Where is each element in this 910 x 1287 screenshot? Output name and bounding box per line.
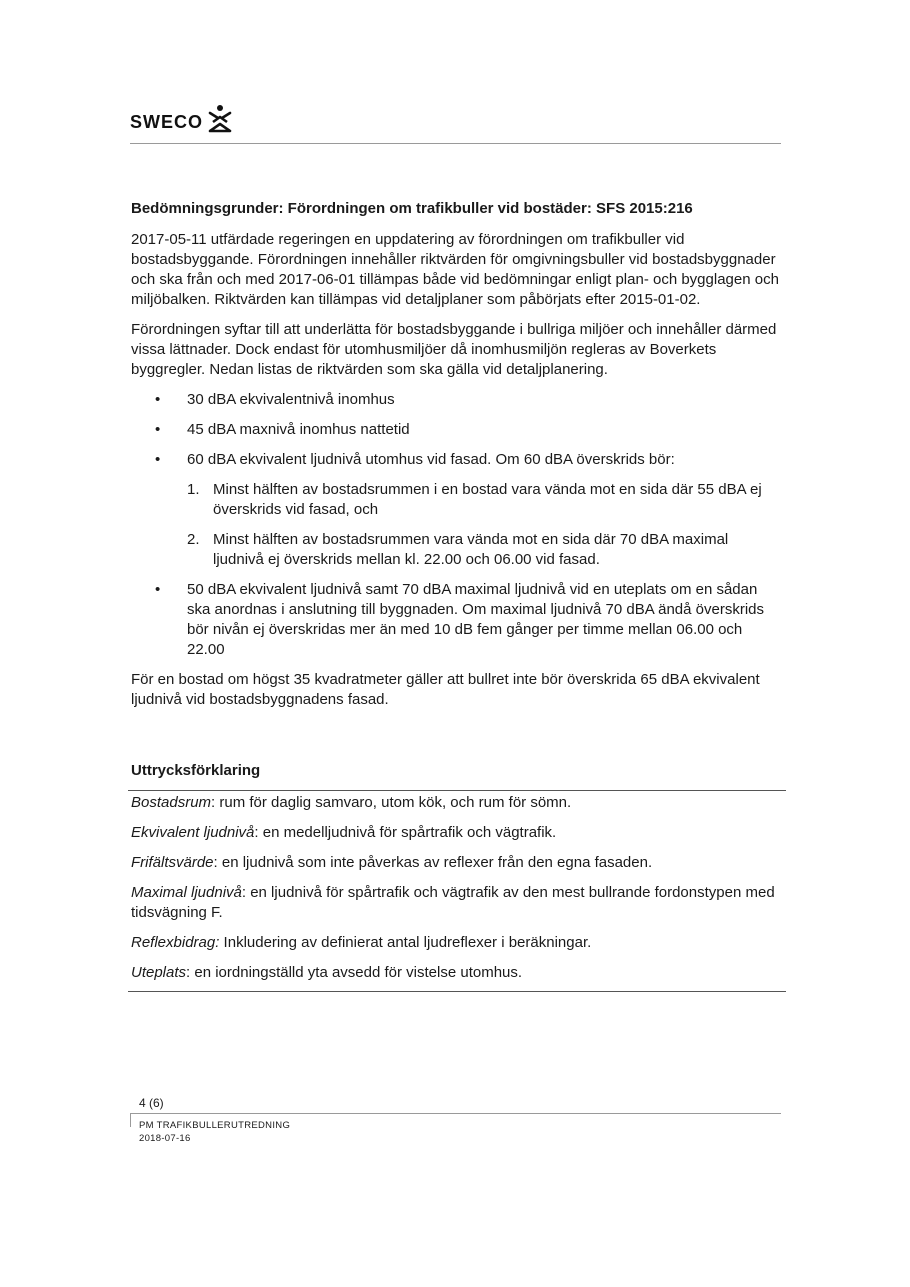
glossary-term: Bostadsrum bbox=[131, 794, 212, 811]
header-divider bbox=[130, 143, 781, 144]
list-item-text: 30 dBA ekvivalentnivå inomhus bbox=[187, 391, 395, 408]
glossary-definition: Inkludering av definierat antal ljudreflexer i beräkningar. bbox=[219, 934, 592, 951]
closing-paragraph: För en bostad om högst 35 kvadratmeter gäller att bullret inte bör överskrida 65 dBA ekvivalent ljudnivå vid bostadsbyggnadens fasad. bbox=[131, 671, 760, 708]
glossary-term: Maximal ljudnivå bbox=[131, 884, 242, 901]
list-item bbox=[131, 390, 783, 410]
glossary-entry bbox=[131, 961, 786, 991]
sub-list-number: 1. bbox=[187, 481, 200, 498]
glossary-table bbox=[128, 790, 786, 992]
glossary-term: Uteplats bbox=[131, 964, 187, 981]
footer-date: 2018-07-16 bbox=[139, 1133, 191, 1144]
glossary-definition: : en ljudnivå som inte påverkas av reflexer från den egna fasaden. bbox=[213, 854, 653, 871]
bullet-marker: • bbox=[155, 581, 161, 598]
glossary-term: Ekvivalent ljudnivå bbox=[131, 824, 255, 841]
sub-list bbox=[187, 480, 783, 570]
section-heading: Bedömningsgrunder: Förordningen om trafikbuller vid bostäder: SFS 2015:216 bbox=[131, 200, 693, 217]
sub-list-item bbox=[187, 530, 783, 570]
glossary-heading: Uttrycksförklaring bbox=[131, 762, 261, 779]
sub-list-text: Minst hälften av bostadsrummen vara vända mot en sida där 70 dBA maximal ljudnivå ej överskrids mellan kl. 22.00 och 06.00 vid fasad. bbox=[213, 531, 729, 568]
list-item-text: 60 dBA ekvivalent ljudnivå utomhus vid fasad. Om 60 dBA överskrids bör: bbox=[187, 451, 675, 468]
footer-vertical-divider bbox=[130, 1113, 131, 1127]
sub-list-item bbox=[187, 480, 783, 520]
glossary-definition: : en ljudnivå för spårtrafik och vägtrafik av den mest bullrande fordonstypen med tidsvägning F. bbox=[131, 884, 775, 921]
glossary-entry bbox=[131, 931, 786, 961]
list-item-text: 50 dBA ekvivalent ljudnivå samt 70 dBA maximal ljudnivå vid en uteplats om en sådan ska anordnas i anslutning till byggnaden. Om maximal ljudnivå 70 dBA ändå överskrids bör nivån ej överskridas mer än med 10 dB fem gånger per timme mellan 06.00 och 22.00 bbox=[187, 581, 764, 658]
list-item bbox=[131, 580, 783, 660]
footer-document-title: PM TRAFIKBULLERUTREDNING bbox=[139, 1120, 291, 1131]
logo-text: SWECO bbox=[130, 112, 204, 132]
glossary-term: Reflexbidrag: bbox=[131, 934, 220, 951]
glossary-entry bbox=[131, 791, 786, 821]
glossary-definition: : en medelljudnivå för spårtrafik och vägtrafik. bbox=[254, 824, 557, 841]
list-item bbox=[131, 450, 783, 570]
bullet-marker: • bbox=[155, 451, 161, 468]
glossary-term: Frifältsvärde bbox=[131, 854, 214, 871]
glossary-entry bbox=[131, 851, 786, 881]
bullet-marker: • bbox=[155, 391, 161, 408]
glossary-definition: : en iordningställd yta avsedd för vistelse utomhus. bbox=[186, 964, 523, 981]
glossary-definition: : rum för daglig samvaro, utom kök, och rum för sömn. bbox=[211, 794, 572, 811]
list-item bbox=[131, 420, 783, 440]
glossary-entry bbox=[131, 821, 786, 851]
sub-list-text: Minst hälften av bostadsrummen i en bostad vara vända mot en sida där 55 dBA ej överskrids vid fasad, och bbox=[213, 481, 762, 518]
document-body bbox=[131, 198, 783, 992]
page-number: 4 (6) bbox=[139, 1096, 164, 1110]
glossary-entry bbox=[131, 881, 786, 931]
guideline-list bbox=[131, 390, 783, 660]
bullet-marker: • bbox=[155, 421, 161, 438]
list-item-text: 45 dBA maxnivå inomhus nattetid bbox=[187, 421, 410, 438]
sweco-logo bbox=[130, 100, 233, 134]
footer-divider bbox=[130, 1113, 781, 1114]
sweco-person-icon bbox=[207, 104, 233, 134]
sub-list-number: 2. bbox=[187, 531, 200, 548]
intro-paragraph: 2017-05-11 utfärdade regeringen en uppdatering av förordningen om trafikbuller vid bostadsbyggande. Förordningen innehåller riktvärden för omgivningsbuller vid bostadsbyggnader och ska från och med 2017-06-01 tillämpas både vid bedömningar enligt plan- och bygglagen och miljöbalken. Riktvärden kan tillämpas vid detaljplaner som påbörjats efter 2015-01-02. bbox=[131, 231, 779, 308]
purpose-paragraph: Förordningen syftar till att underlätta för bostadsbyggande i bullriga miljöer och innehåller därmed vissa lättnader. Dock endast för utomhusmiljöer då inomhusmiljön regleras av Boverkets byggregler. Nedan listas de riktvärden som ska gälla vid detaljplanering. bbox=[131, 321, 777, 378]
